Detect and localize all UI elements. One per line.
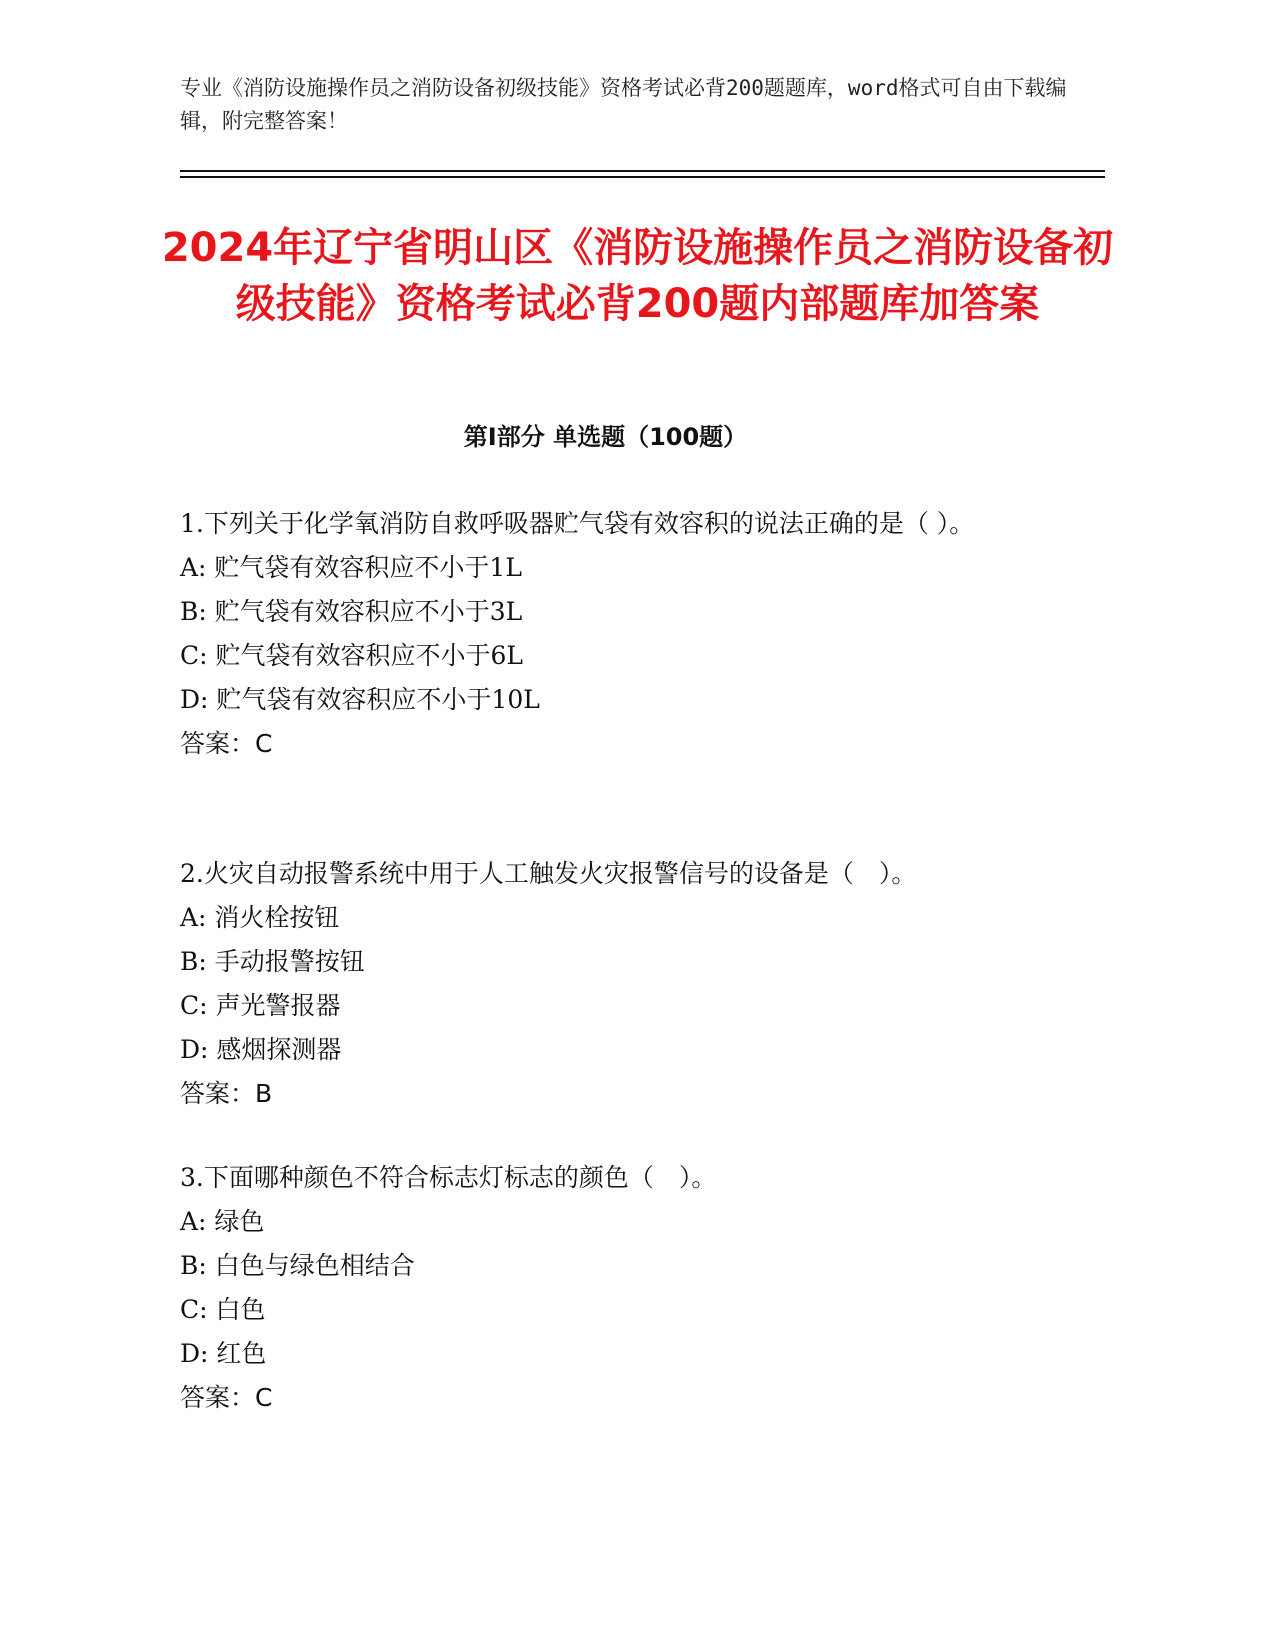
question-2: [180, 852, 1040, 1116]
option-c: C: 贮气袋有效容积应不小于6L: [180, 641, 524, 670]
header-divider-top: [180, 170, 1105, 172]
section-title: 第I部分 单选题（100题）: [463, 423, 748, 451]
answer: 答案：B: [180, 1079, 273, 1108]
option-a: A: 贮气袋有效容积应不小于1L: [180, 553, 522, 582]
option-c: C: 白色: [180, 1295, 266, 1324]
option-a: A: 绿色: [180, 1207, 265, 1236]
question-1: [180, 502, 1040, 766]
question-stem: 1.下列关于化学氧消防自救呼吸器贮气袋有效容积的说法正确的是（ ）。: [180, 509, 975, 538]
option-b: B: 手动报警按钮: [180, 947, 365, 976]
option-b: B: 贮气袋有效容积应不小于3L: [180, 597, 523, 626]
option-c: C: 声光警报器: [180, 991, 341, 1020]
option-d: D: 红色: [180, 1339, 267, 1368]
option-d: D: 感烟探测器: [180, 1035, 342, 1064]
question-stem: 2.火灾自动报警系统中用于人工触发火灾报警信号的设备是（ ）。: [180, 859, 917, 888]
answer: 答案：C: [180, 1383, 273, 1412]
question-3: [180, 1156, 1040, 1420]
answer: 答案：C: [180, 729, 273, 758]
header-note: 专业《消防设施操作员之消防设备初级技能》资格考试必背200题题库，word格式可自由下载编辑，附完整答案！: [180, 76, 1067, 133]
question-stem: 3.下面哪种颜色不符合标志灯标志的颜色（ ）。: [180, 1163, 717, 1192]
option-a: A: 消火栓按钮: [180, 903, 340, 932]
option-b: B: 白色与绿色相结合: [180, 1251, 415, 1280]
header-divider-bottom: [180, 176, 1105, 178]
document-title: 2024年辽宁省明山区《消防设施操作员之消防设备初级技能》资格考试必背200题内部题库加答案: [161, 225, 1114, 327]
option-d: D: 贮气袋有效容积应不小于10L: [180, 685, 540, 714]
